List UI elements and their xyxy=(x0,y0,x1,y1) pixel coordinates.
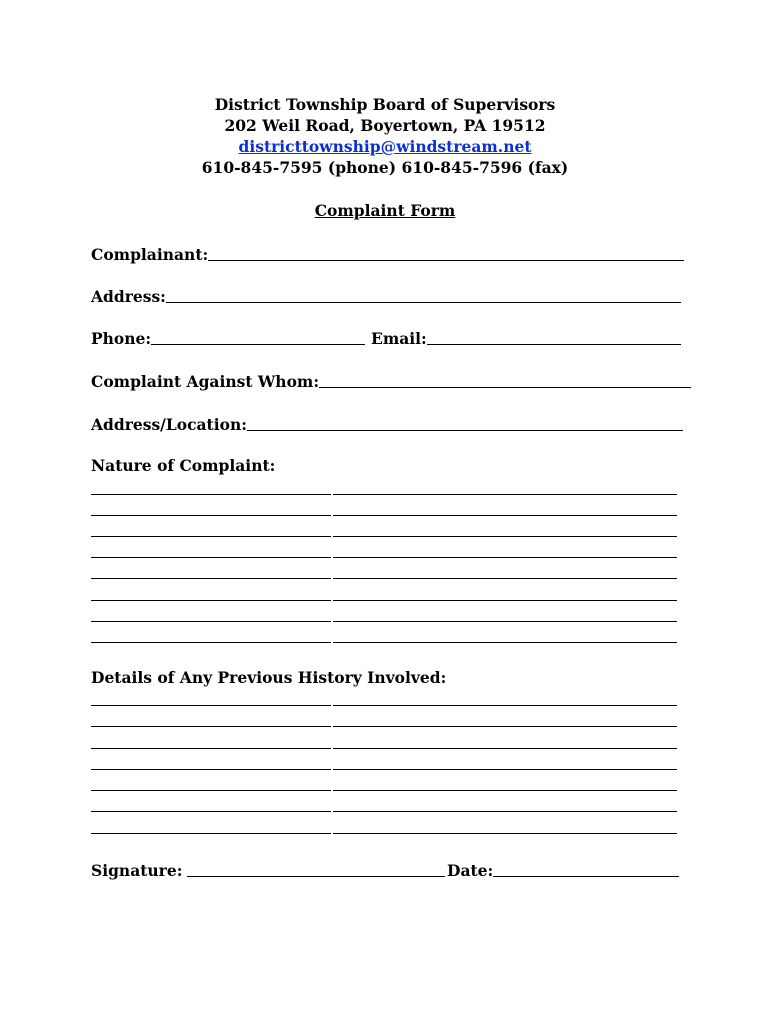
complaint-against-field xyxy=(91,369,691,391)
date-label: Date: xyxy=(447,861,494,880)
email-field xyxy=(371,326,681,348)
phone-label: Phone: xyxy=(91,329,152,348)
nature-line-4[interactable] xyxy=(91,557,677,558)
email-label: Email: xyxy=(371,329,427,348)
history-line-3[interactable] xyxy=(91,748,677,749)
address-field xyxy=(91,284,681,306)
history-line-1[interactable] xyxy=(91,705,677,706)
organization-phone-fax: 610-845-7595 (phone) 610-845-7596 (fax) xyxy=(201,158,569,177)
nature-line-5[interactable] xyxy=(91,578,677,579)
signature-label: Signature: xyxy=(91,861,183,880)
history-line-4[interactable] xyxy=(91,769,677,770)
address-blank[interactable] xyxy=(166,288,681,303)
date-blank[interactable] xyxy=(493,862,679,877)
history-line-2[interactable] xyxy=(91,726,677,727)
nature-line-2[interactable] xyxy=(91,515,677,516)
nature-line-8[interactable] xyxy=(91,642,677,643)
address-label: Address: xyxy=(91,287,166,306)
date-field xyxy=(447,858,679,880)
signature-blank[interactable] xyxy=(187,862,445,877)
location-label: Address/Location: xyxy=(91,415,247,434)
history-line-6[interactable] xyxy=(91,811,677,812)
nature-line-6[interactable] xyxy=(91,600,677,601)
complaint-against-blank[interactable] xyxy=(319,373,691,388)
form-title: Complaint Form xyxy=(314,201,456,220)
nature-line-1[interactable] xyxy=(91,494,677,495)
history-line-5[interactable] xyxy=(91,790,677,791)
history-line-7[interactable] xyxy=(91,833,677,834)
complainant-label: Complainant: xyxy=(91,245,209,264)
email-blank[interactable] xyxy=(427,330,681,345)
complainant-field xyxy=(91,242,684,264)
organization-address: 202 Weil Road, Boyertown, PA 19512 xyxy=(224,116,546,135)
previous-history-label: Details of Any Previous History Involved: xyxy=(91,668,447,687)
nature-of-complaint-label: Nature of Complaint: xyxy=(91,456,276,475)
phone-blank[interactable] xyxy=(151,330,365,345)
complaint-against-label: Complaint Against Whom: xyxy=(91,372,320,391)
organization-email-link[interactable]: districttownship@windstream.net xyxy=(238,137,532,156)
signature-field xyxy=(91,858,445,880)
complainant-blank[interactable] xyxy=(208,246,684,261)
nature-line-7[interactable] xyxy=(91,621,677,622)
phone-field xyxy=(91,326,365,348)
location-field xyxy=(91,412,683,434)
organization-name: District Township Board of Supervisors xyxy=(214,95,556,114)
nature-line-3[interactable] xyxy=(91,536,677,537)
letterhead xyxy=(0,94,770,178)
location-blank[interactable] xyxy=(247,416,683,431)
